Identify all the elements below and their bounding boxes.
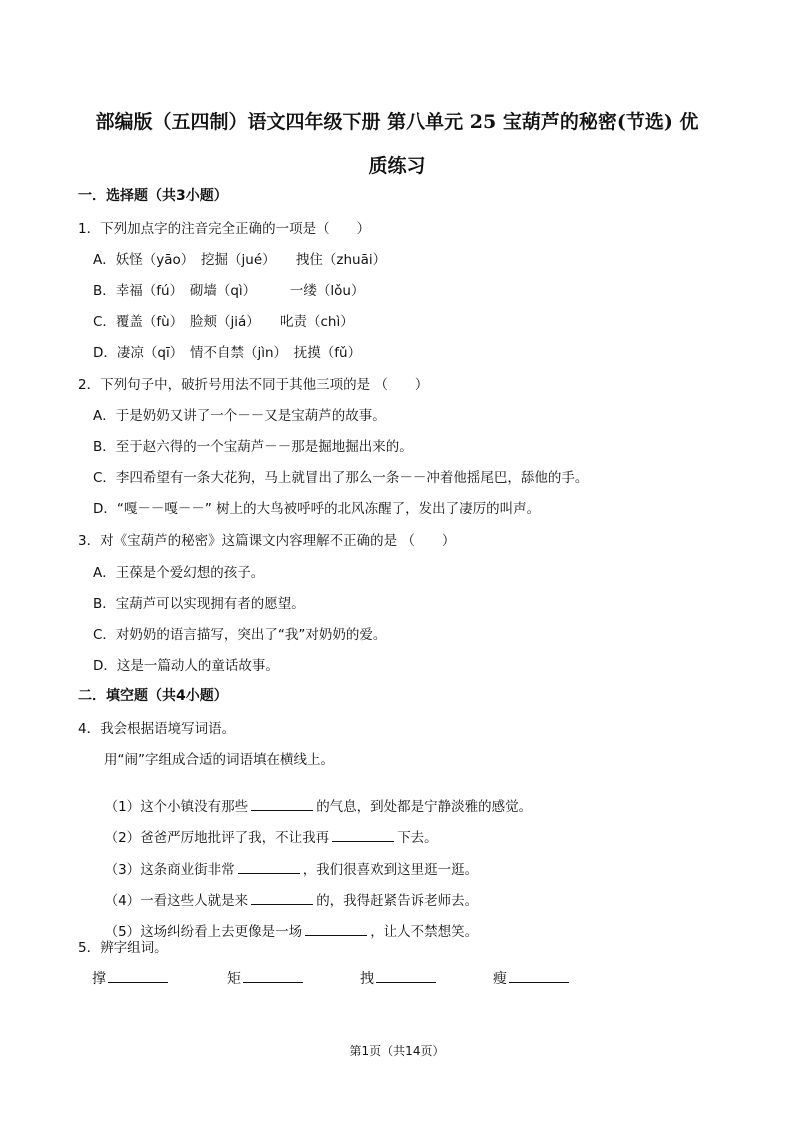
question-4-hint: 用“闹”字组成合适的词语填在横线上。 — [104, 752, 334, 768]
answer-blank[interactable] — [108, 968, 168, 983]
section-heading-choice: 一．选择题（共3小题） — [78, 188, 228, 204]
question-3-stem: 3．对《宝葫芦的秘密》这篇课文内容理解不正确的是 （ ） — [78, 533, 456, 549]
word-item-4 — [493, 968, 569, 988]
question-2-option-a: A．于是奶奶又讲了一个－－又是宝葫芦的故事。 — [93, 408, 386, 424]
question-2-option-c: C．李四希望有一条大花狗，马上就冒出了那么一条－－冲着他摇尾巴，舔他的手。 — [93, 470, 589, 486]
word-char: 矩 — [227, 971, 241, 987]
word-item-1 — [92, 968, 168, 988]
question-1-option-b: B．幸福（fú） 砌墙（qì） 一缕（lǒu） — [93, 283, 365, 299]
fill-item-after: ，让人不禁想笑。 — [370, 924, 479, 940]
word-char: 瘦 — [493, 971, 507, 987]
fill-item-number: （5） — [104, 924, 141, 940]
question-3-option-a: A．王葆是个爱幻想的孩子。 — [93, 565, 265, 581]
question-3-option-d: D．这是一篇动人的童话故事。 — [93, 658, 279, 674]
question-1-option-d: D．凄凉（qī） 情不自禁（jìn） 抚摸（fǔ） — [93, 345, 362, 361]
question-2-stem: 2．下列句子中，破折号用法不同于其他三项的是 （ ） — [78, 377, 429, 393]
question-1-stem: 1．下列加点字的注音完全正确的一项是（ ） — [78, 221, 371, 237]
section-heading-fill: 二．填空题（共4小题） — [78, 688, 228, 704]
question-3-option-c: C．对奶奶的语言描写，突出了“我”对奶奶的爱。 — [93, 627, 387, 643]
title-line-2: 质练习 — [368, 155, 426, 177]
fill-item-number: （4） — [104, 893, 141, 909]
fill-item-after: 的气息，到处都是宁静淡雅的感觉。 — [316, 799, 533, 815]
fill-item-before: 一看这些人就是来 — [140, 893, 249, 909]
word-item-2 — [227, 968, 303, 988]
fill-item-2 — [96, 810, 438, 846]
answer-blank[interactable] — [376, 968, 436, 983]
answer-blank[interactable] — [243, 968, 303, 983]
fill-item-after: 的，我得赶紧告诉老师去。 — [316, 893, 479, 909]
answer-blank[interactable] — [238, 859, 300, 874]
question-1-option-c: C．覆盖（fù） 脸颊（jiá） 叱责（chì） — [93, 314, 354, 330]
fill-item-number: （1） — [104, 799, 141, 815]
fill-item-5 — [96, 904, 478, 940]
question-4-stem: 4．我会根据语境写词语。 — [78, 721, 236, 737]
answer-blank[interactable] — [251, 890, 313, 905]
question-2-option-d: D．“嘎－－嘎－－” 树上的大鸟被呼呼的北风冻醒了，发出了凄厉的叫声。 — [93, 501, 541, 517]
fill-item-after: 下去。 — [397, 830, 438, 846]
question-5-stem: 5．辨字组词。 — [78, 940, 168, 956]
page-footer: 第1页（共14页） — [349, 1044, 445, 1058]
answer-blank[interactable] — [251, 796, 313, 811]
fill-item-before: 爸爸严厉地批评了我，不让我再 — [140, 830, 330, 846]
fill-item-number: （2） — [104, 830, 141, 846]
answer-blank[interactable] — [332, 827, 394, 842]
question-2-option-b: B．至于赵六得的一个宝葫芦－－那是掘地掘出来的。 — [93, 439, 413, 455]
answer-blank[interactable] — [509, 968, 569, 983]
word-char: 拽 — [360, 971, 374, 987]
question-3-option-b: B．宝葫芦可以实现拥有者的愿望。 — [93, 596, 305, 612]
word-char: 撑 — [92, 971, 106, 987]
fill-item-before: 这条商业街非常 — [140, 862, 235, 878]
question-1-option-a: A．妖怪（yāo） 挖掘（jué） 拽住（zhuāi） — [93, 252, 387, 268]
fill-item-before: 这场纠纷看上去更像是一场 — [140, 924, 303, 940]
title-line-1: 部编版（五四制）语文四年级下册 第八单元 25 宝葫芦的秘密(节选) 优 — [95, 111, 699, 133]
fill-item-number: （3） — [104, 862, 141, 878]
answer-blank[interactable] — [305, 921, 367, 936]
word-item-3 — [360, 968, 436, 988]
fill-item-before: 这个小镇没有那些 — [140, 799, 249, 815]
fill-item-after: ，我们很喜欢到这里逛一逛。 — [302, 862, 479, 878]
document-title — [60, 100, 734, 188]
